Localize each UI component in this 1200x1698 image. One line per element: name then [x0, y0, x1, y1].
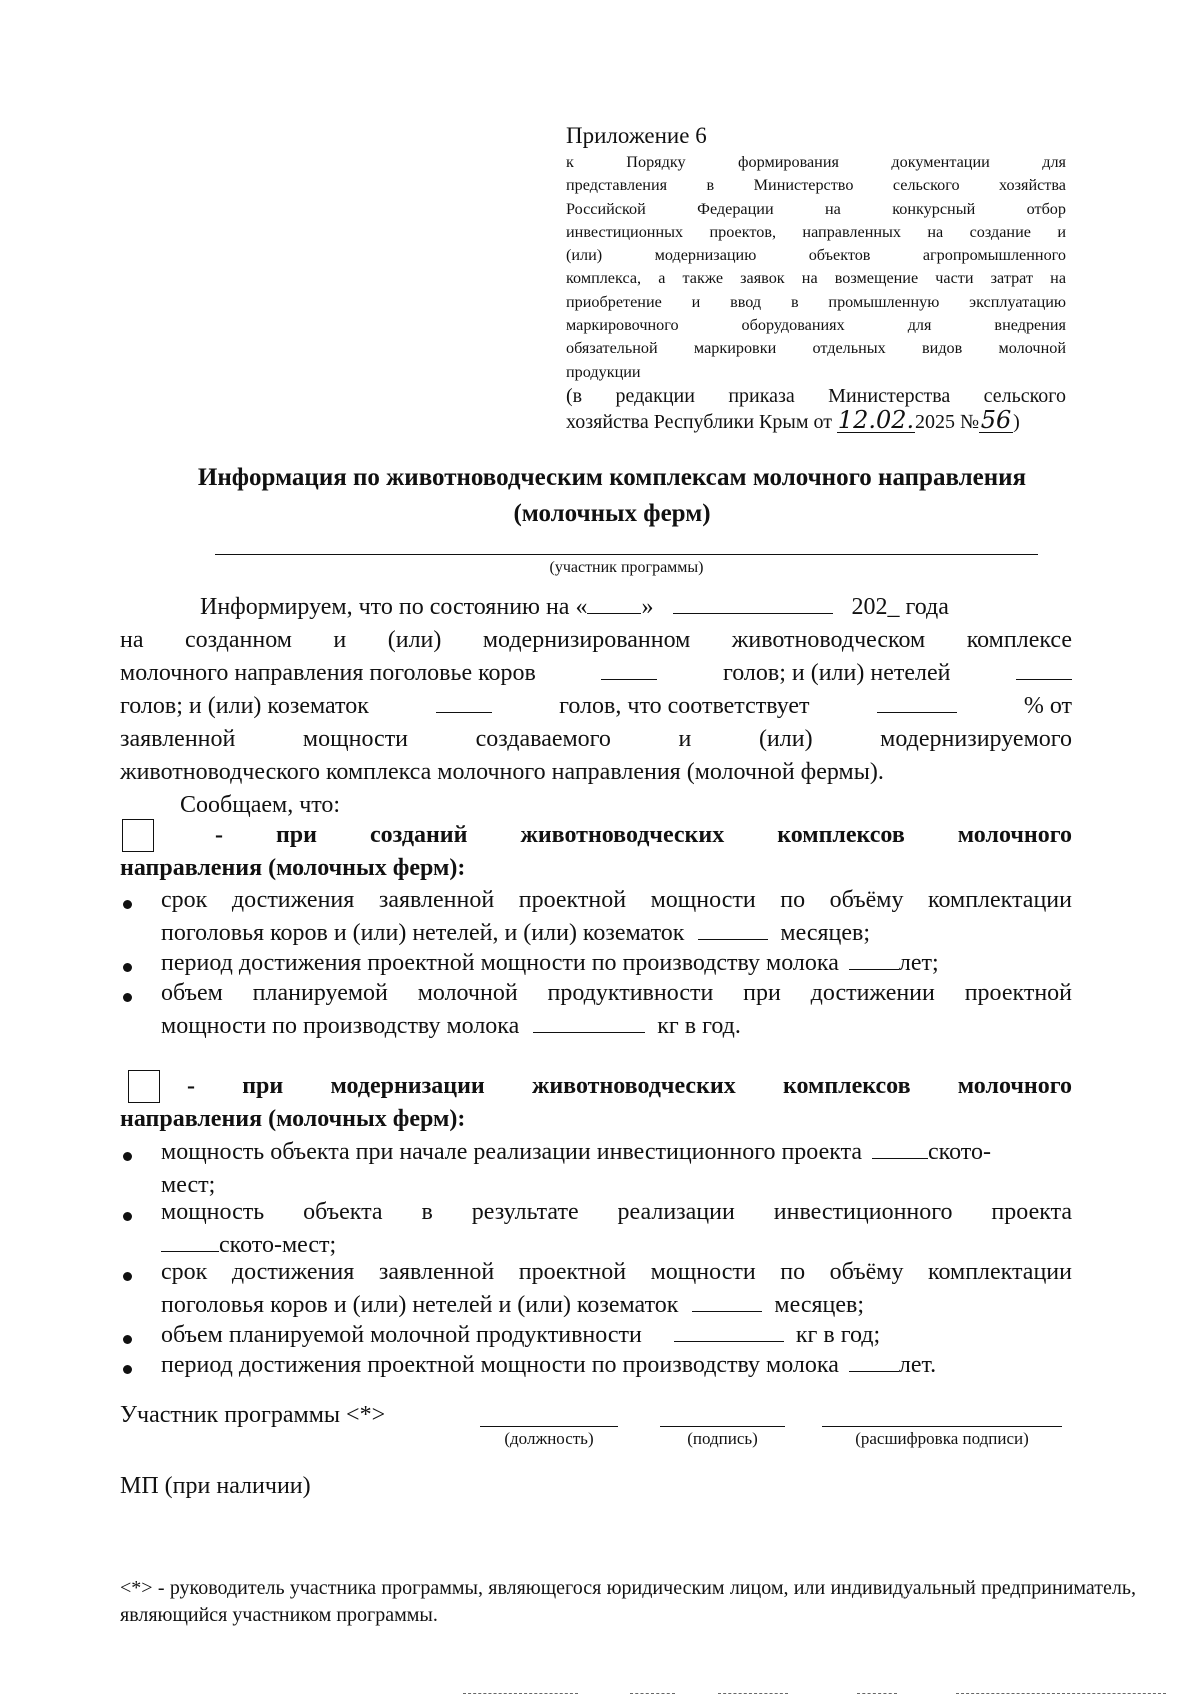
list-item-line: срок достижения заявленной проектной мощности по объёму комплектации: [161, 887, 1072, 913]
participant-field-line[interactable]: [215, 554, 1038, 555]
paragraph-line-1: [120, 591, 1072, 624]
kg-blank[interactable]: [533, 1010, 645, 1033]
stamp-label: МП (при наличии): [120, 1473, 311, 1499]
edition-close: ): [1013, 410, 1020, 433]
years-blank[interactable]: [849, 1349, 899, 1372]
section-modern-heading: [120, 1070, 1072, 1136]
sign-caption: (подпись): [687, 1429, 758, 1448]
paragraph-line-6: животноводческого комплекса молочного направления (молочной фермы).: [120, 759, 884, 785]
bullet-icon: [123, 963, 132, 972]
text-fragment: % от: [1023, 693, 1072, 719]
list-item: [161, 1136, 1072, 1202]
paragraph-line-3: [120, 657, 1072, 690]
text-fragment: мощность объекта при начале реализации инвестиционного проекта: [161, 1139, 863, 1165]
cows-blank[interactable]: [601, 657, 657, 680]
handwritten-date: 12.02.: [837, 405, 915, 434]
day-blank[interactable]: [587, 591, 641, 614]
text-fragment: лет;: [898, 950, 939, 976]
annex-line: маркировочного оборудованиях для внедрения: [566, 316, 1066, 335]
text-fragment: голов, что соответствует: [559, 693, 810, 719]
bullet-icon: [123, 993, 132, 1002]
text-fragment: кг в год;: [795, 1322, 881, 1348]
decode-caption: (расшифровка подписи): [855, 1429, 1029, 1448]
handwritten-number: 56: [980, 405, 1012, 434]
places-result-blank[interactable]: [161, 1229, 219, 1252]
list-item: [161, 977, 1072, 1043]
goats-blank[interactable]: [436, 690, 492, 713]
title-line-2: (молочных ферм): [513, 500, 711, 527]
section-create-heading: [120, 819, 1072, 885]
inform-intro: Сообщаем, что:: [180, 792, 341, 818]
list-item-line: мест;: [161, 1172, 216, 1198]
heifers-blank[interactable]: [1016, 657, 1072, 680]
title-line-1: Информация по животноводческим комплексам молочного направления: [197, 464, 1027, 491]
document-title: [120, 460, 1104, 532]
list-item: [161, 1319, 1072, 1352]
list-item-line: объем планируемой молочной продуктивности при достижении проектной: [161, 980, 1072, 1006]
sign-field-line[interactable]: [660, 1426, 785, 1427]
text-fragment: месяцев;: [774, 1292, 865, 1318]
list-item-line: [161, 1136, 1072, 1169]
bullet-icon: [123, 1272, 132, 1281]
list-item: [161, 884, 1072, 950]
text-fragment: поголовья коров и (или) нетелей и (или) козематок: [161, 1292, 679, 1318]
text-fragment: »: [641, 594, 654, 620]
paragraph-line-2: на созданном и (или) модернизированном животноводческом комплексе: [120, 627, 1072, 653]
annex-title: Приложение 6: [566, 123, 707, 148]
edition-line-2: [566, 405, 1066, 434]
text-fragment: период достижения проектной мощности по производству молока: [161, 1352, 839, 1378]
modern-heading-line-2: направления (молочных ферм):: [120, 1106, 466, 1132]
bullet-icon: [123, 1335, 132, 1344]
text-fragment: мощности по производству молока: [161, 1013, 520, 1039]
annex-line: Российской Федерации на конкурсный отбор: [566, 199, 1066, 218]
text-fragment: месяцев;: [780, 920, 871, 946]
annex-block: [566, 121, 1066, 432]
text-fragment: период достижения проектной мощности по производству молока: [161, 950, 839, 976]
annex-line: к Порядку формирования документации для: [566, 153, 1066, 171]
text-fragment: ското-: [928, 1139, 991, 1165]
list-item-line: [161, 1010, 1072, 1043]
edition-prefix: хозяйства Республики Крым от: [566, 410, 832, 433]
text-fragment: голов; и (или) козематок: [120, 693, 369, 719]
text-fragment: Информируем, что по состоянию на «: [200, 594, 588, 620]
modern-heading-line-1: - при модернизации животноводческих комплексов молочного: [187, 1073, 1072, 1099]
text-fragment: лет.: [898, 1352, 937, 1378]
list-item-line: [161, 1289, 1072, 1322]
text-fragment: объем планируемой молочной продуктивности: [161, 1322, 642, 1348]
years-blank[interactable]: [849, 947, 899, 970]
footnote: <*> - руководитель участника программы, являющегося юридическим лицом, или индивидуальный предприниматель, являющийся участником программы.: [120, 1577, 1136, 1626]
participant-caption: (участник программы): [549, 559, 704, 576]
months-blank[interactable]: [692, 1289, 762, 1312]
edition-line: (в редакции приказа Министерства сельского: [566, 384, 1066, 407]
annex-line: инвестиционных проектов, направленных на создание и: [566, 222, 1066, 241]
annex-line: обязательной маркировки отдельных видов молочной: [566, 339, 1066, 358]
text-fragment: молочного направления поголовье коров: [120, 660, 536, 686]
position-caption: (должность): [504, 1429, 594, 1448]
list-item: [161, 1196, 1072, 1262]
bullet-icon: [123, 1212, 132, 1221]
bullet-icon: [123, 1365, 132, 1374]
bullet-icon: [123, 900, 132, 909]
list-item: [161, 1349, 1072, 1382]
paragraph-line-4: [120, 690, 1072, 723]
list-item-line: [161, 917, 1072, 950]
list-item: [161, 947, 1072, 980]
annex-line: приобретение и ввод в промышленную эксплуатацию: [566, 292, 1066, 311]
month-blank[interactable]: [673, 591, 833, 614]
list-item: [161, 1256, 1072, 1322]
decode-field-line[interactable]: [822, 1426, 1062, 1427]
edition-year-no: 2025 №: [914, 410, 980, 433]
text-fragment: ското-мест;: [219, 1232, 337, 1258]
year-text: 202_ года: [851, 594, 949, 620]
annex-line: комплекса, а также заявок на возмещение части затрат на: [566, 269, 1066, 288]
list-item-line: срок достижения заявленной проектной мощности по объёму комплектации: [161, 1259, 1072, 1285]
bullet-icon: [123, 1152, 132, 1161]
paragraph-line-5: заявленной мощности создаваемого и (или) модернизируемого: [120, 726, 1072, 752]
position-field-line[interactable]: [480, 1426, 618, 1427]
signature-label: Участник программы <*>: [120, 1402, 386, 1428]
create-heading-line-2: направления (молочных ферм):: [120, 855, 466, 881]
percent-blank[interactable]: [877, 690, 957, 713]
months-blank[interactable]: [698, 917, 768, 940]
text-fragment: голов; и (или) нетелей: [722, 660, 951, 686]
text-fragment: кг в год.: [657, 1013, 741, 1039]
create-heading-line-1: - при созданий животноводческих комплексов молочного: [215, 822, 1072, 848]
text-fragment: поголовья коров и (или) нетелей, и (или) козематок: [161, 920, 685, 946]
places-start-blank[interactable]: [872, 1136, 928, 1159]
annex-line: продукции: [566, 362, 641, 381]
list-item-line: мощность объекта в результате реализации инвестиционного проекта: [161, 1199, 1072, 1225]
annex-line: представления в Министерство сельского хозяйства: [566, 176, 1066, 195]
paragraph-inform: [120, 591, 1072, 822]
kg-blank[interactable]: [674, 1319, 784, 1342]
annex-line: (или) модернизацию объектов агропромышленного: [566, 246, 1066, 265]
